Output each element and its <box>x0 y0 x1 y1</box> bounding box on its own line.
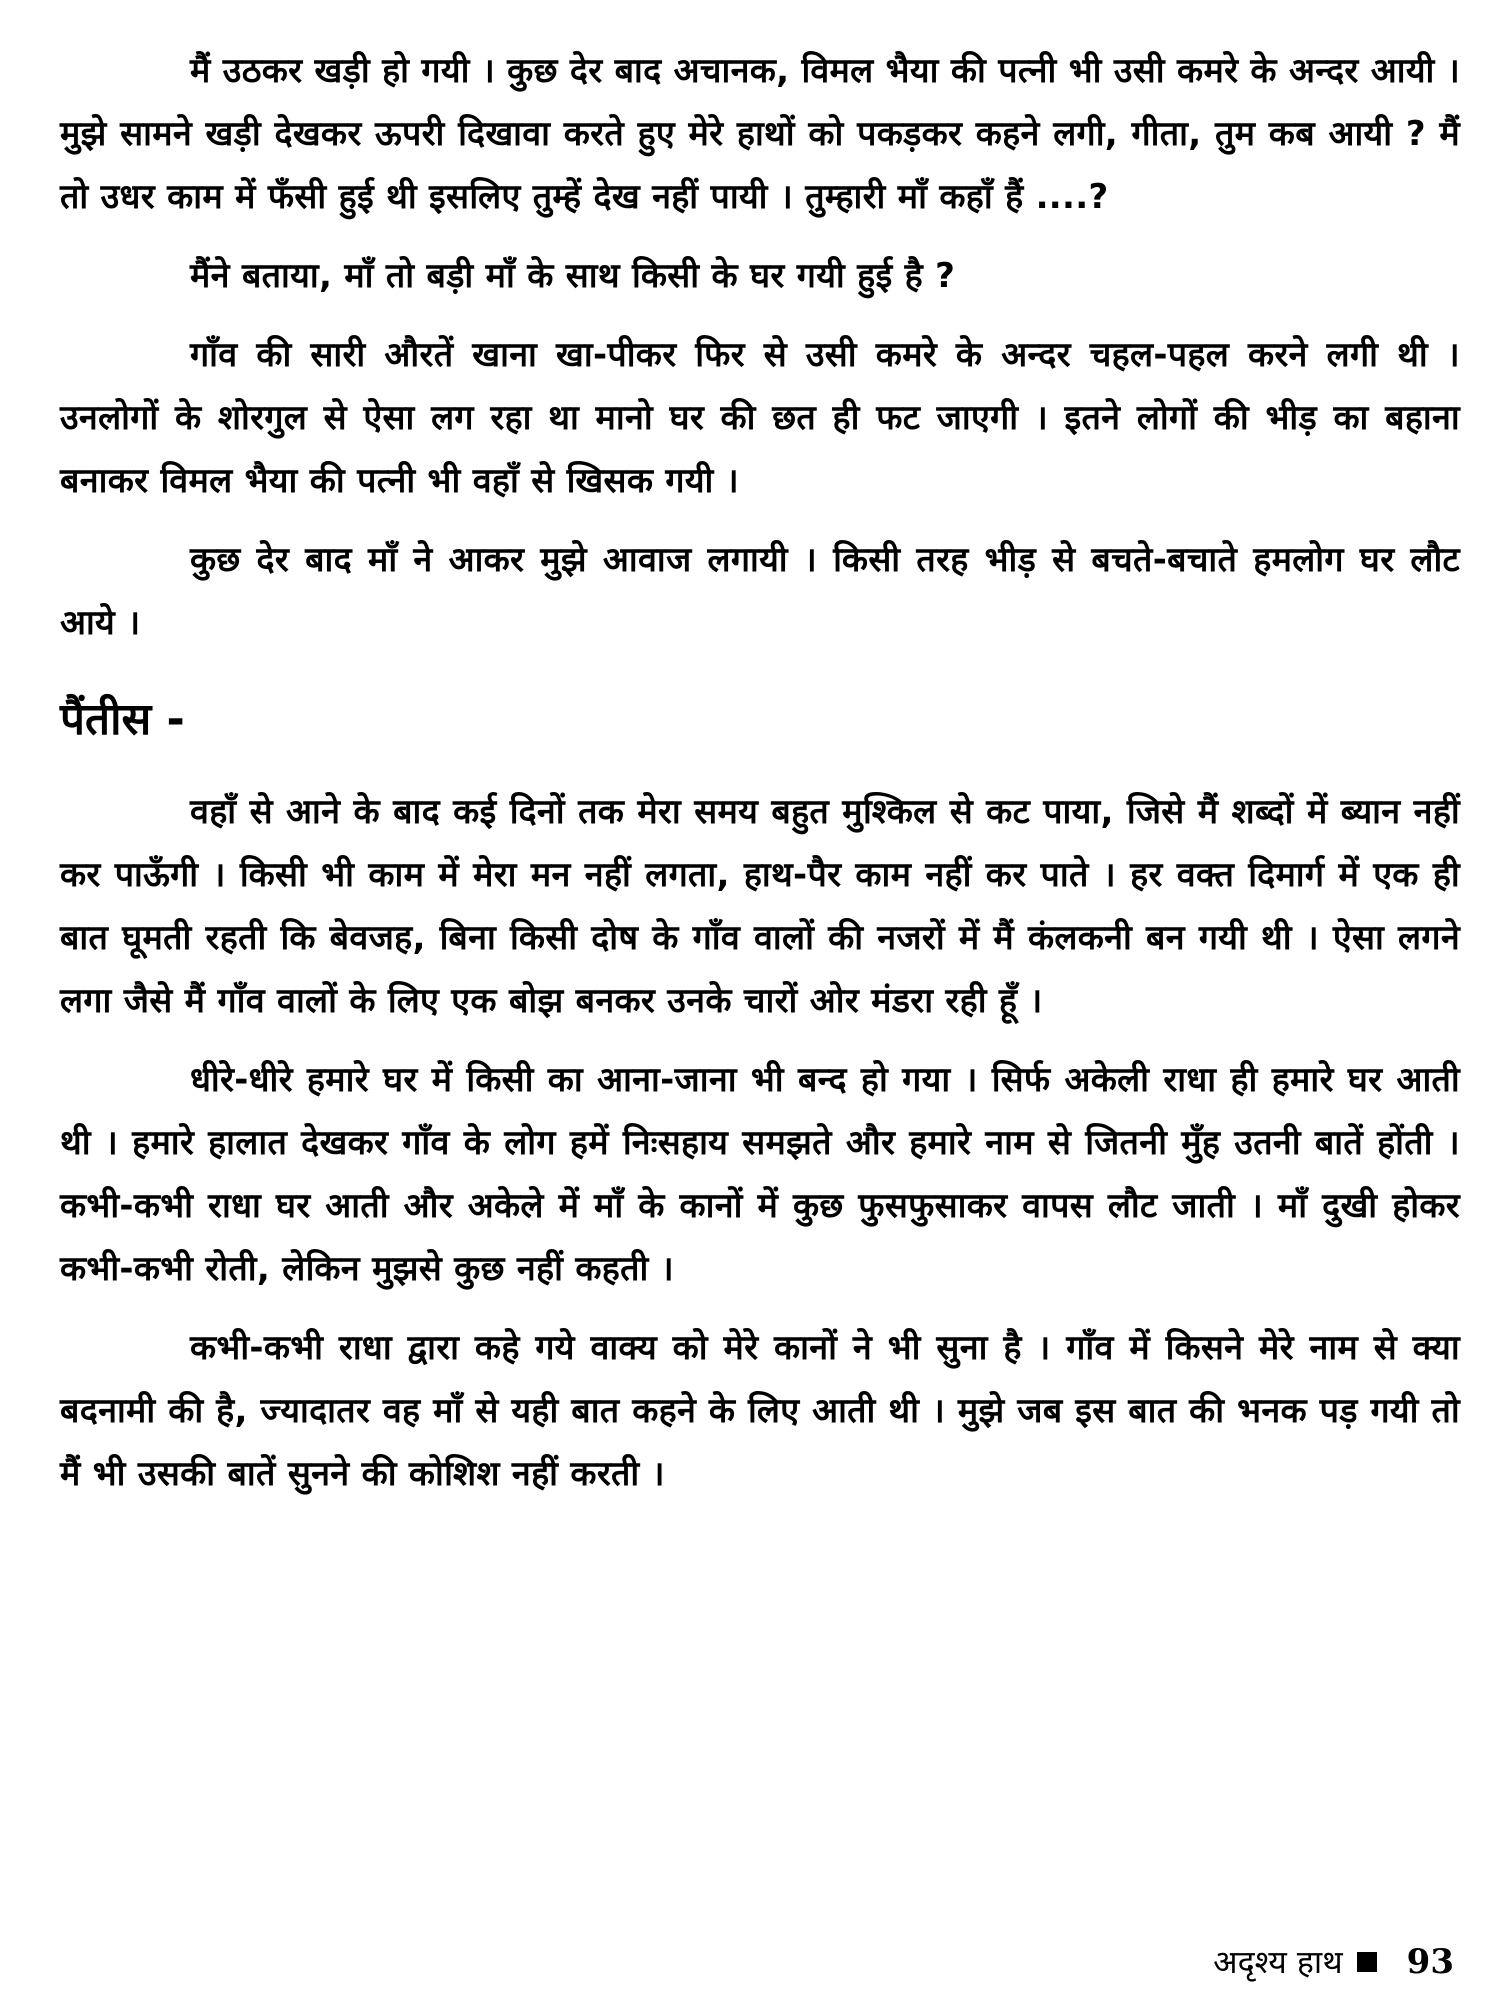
paragraph-1: मैं उठकर खड़ी हो गयी । कुछ देर बाद अचानक, विमल भैया की पत्नी भी उसी कमरे के अन्दर आयी । मुझे सामने खड़ी देखकर ऊपरी दिखावा करते हुए मेरे हाथों को पकड़कर कहने लगी, गीता, तुम कब आयी ? मैं तो उधर काम में फँसी हुई थी इसलिए तुम्हें देख नहीं पायी । तुम्हारी माँ कहाँ हैं ....? <box>60 51 1460 217</box>
footer-book-title: अदृश्य हाथ <box>1213 1943 1343 1981</box>
paragraph-3: गाँव की सारी औरतें खाना खा-पीकर फिर से उसी कमरे के अन्दर चहल-पहल करने लगी थी । उनलोगों के शोरगुल से ऐसा लग रहा था मानो घर की छत ही फट जाएगी । इतने लोगों की भीड़ का बहाना बनाकर विमल भैया की पत्नी भी वहाँ से खिसक गयी । <box>60 335 1460 501</box>
book-page <box>60 40 1460 1960</box>
paragraph-7: कभी-कभी राधा द्वारा कहे गये वाक्य को मेरे कानों ने भी सुना है । गाँव में किसने मेरे नाम से क्या बदनामी की है, ज्यादातर वह माँ से यही बात कहने के लिए आती थी । मुझे जब इस बात की भनक पड़ गयी तो मैं भी उसकी बातें सुनने की कोशिश नहीं करती । <box>60 1328 1460 1494</box>
square-bullet-icon <box>1357 1952 1377 1972</box>
page-number: 93 <box>1406 1941 1454 1982</box>
paragraph-4: कुछ देर बाद माँ ने आकर मुझे आवाज लगायी । किसी तरह भीड़ से बचते-बचाते हमलोग घर लौट आये । <box>60 540 1460 643</box>
paragraph-2: मैंने बताया, माँ तो बड़ी माँ के साथ किसी के घर गयी हुई है ? <box>190 256 956 296</box>
chapter-heading: पैंतीस - <box>60 694 185 745</box>
page-footer <box>1213 1940 1454 1983</box>
paragraph-6: धीरे-धीरे हमारे घर में किसी का आना-जाना भी बन्द हो गया । सिर्फ अकेली राधा ही हमारे घर आती थी । हमारे हालात देखकर गाँव के लोग हमें निःसहाय समझते और हमारे नाम से जितनी मुँह उतनी बातें होंती । कभी-कभी राधा घर आती और अकेले में माँ के कानों में कुछ फुसफुसाकर वापस लौट जाती । माँ दुखी होकर कभी-कभी रोती, लेकिन मुझसे कुछ नहीं कहती । <box>60 1060 1460 1289</box>
paragraph-5: वहाँ से आने के बाद कई दिनों तक मेरा समय बहुत मुश्किल से कट पाया, जिसे मैं शब्दों में ब्यान नहीं कर पाऊँगी । किसी भी काम में मेरा मन नहीं लगता, हाथ-पैर काम नहीं कर पाते । हर वक्त दिमार्ग में एक ही बात घूमती रहती कि बेवजह, बिना किसी दोष के गाँव वालों की नजरों में मैं कंलकनी बन गयी थी । ऐसा लगने लगा जैसे मैं गाँव वालों के लिए एक बोझ बनकर उनके चारों ओर मंडरा रही हूँ । <box>60 792 1460 1021</box>
